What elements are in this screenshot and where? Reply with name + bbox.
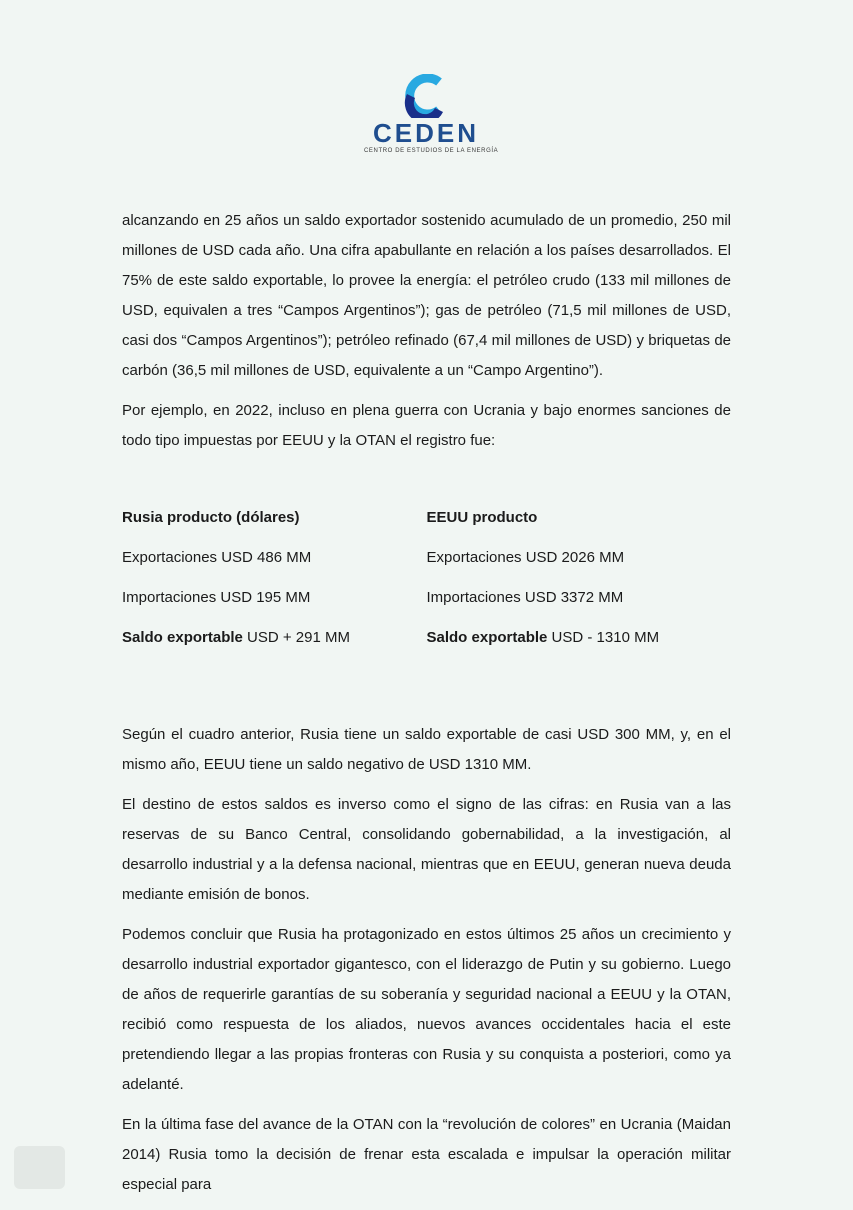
russia-imports: Importaciones USD 195 MM [122,589,311,606]
paragraph-maidan: En la última fase del avance de la OTAN con la “revolución de colores” en Ucrania (Maidan 2014) Rusia tomo la decisión de frenar esta escalada e impulsar la operación militar especial para [122,1116,731,1193]
paragraph-balance-summary: Según el cuadro anterior, Rusia tiene un saldo exportable de casi USD 300 MM, y, en el mismo año, EEUU tiene un saldo negativo de USD 1310 MM. [122,726,731,773]
document-body [122,206,731,1210]
russia-heading: Rusia producto (dólares) [122,509,300,526]
usa-heading: EEUU producto [426,509,538,526]
russia-balance-label: Saldo exportable [122,629,243,646]
ceden-c-icon [403,74,449,118]
paragraph-destination: El destino de estos saldos es inverso como el signo de las cifras: en Rusia van a las reservas de su Banco Central, consolidando gobernabilidad, a la investigación, al desarrollo industrial y a la defensa nacional, mientras que en EEUU, generan nueva deuda mediante emisión de bonos. [122,796,731,903]
comparison-table [122,508,731,668]
ceden-logo [364,74,499,166]
page-corner-widget[interactable] [14,1146,65,1189]
paragraph-energy-exports: alcanzando en 25 años un saldo exportador sostenido acumulado de un promedio, 250 mil millones de USD cada año. Una cifra apabullante en relación a los países desarrollados. El 75% de este saldo exportable, lo provee la energía: el petróleo crudo (133 mil millones de USD, equivalen a tres “Campos Argentinos”); gas de petróleo (71,5 mil millones de USD, casi dos “Campos Argentinos”); petróleo refinado (67,4 mil millones de USD) y briquetas de carbón (36,5 mil millones de USD, equivalente a un “Campo Argentino”). [122,212,731,379]
paragraph-conclusion: Podemos concluir que Rusia ha protagonizado en estos últimos 25 años un crecimiento y desarrollo industrial exportador gigantesco, con el liderazgo de Putin y su gobierno. Luego de años de requerirle garantías de su soberanía y seguridad nacional a EEUU y la OTAN, recibió como respuesta de los aliados, nuevos avances occidentales hacia el este pretendiendo llegar a las propias fronteras con Rusia y su conquista a posteriori, como ya adelanté. [122,926,731,1093]
russia-balance [122,628,427,648]
logo-subtitle: CENTRO DE ESTUDIOS DE LA ENERGÍA [364,148,499,154]
paragraph-2022-example: Por ejemplo, en 2022, incluso en plena guerra con Ucrania y bajo enormes sanciones de todo tipo impuestas por EEUU y la OTAN el registro fue: [122,402,731,449]
usa-exports: Exportaciones USD 2026 MM [426,549,625,566]
usa-balance-label: Saldo exportable [426,629,548,646]
usa-column [427,508,732,668]
russia-balance-value: USD + 291 MM [242,629,350,646]
usa-balance [427,628,732,648]
russia-column [122,508,427,668]
russia-exports: Exportaciones USD 486 MM [122,549,312,566]
usa-imports: Importaciones USD 3372 MM [426,589,624,606]
usa-balance-value: USD - 1310 MM [547,629,660,646]
logo-name: CEDEN [372,118,479,148]
